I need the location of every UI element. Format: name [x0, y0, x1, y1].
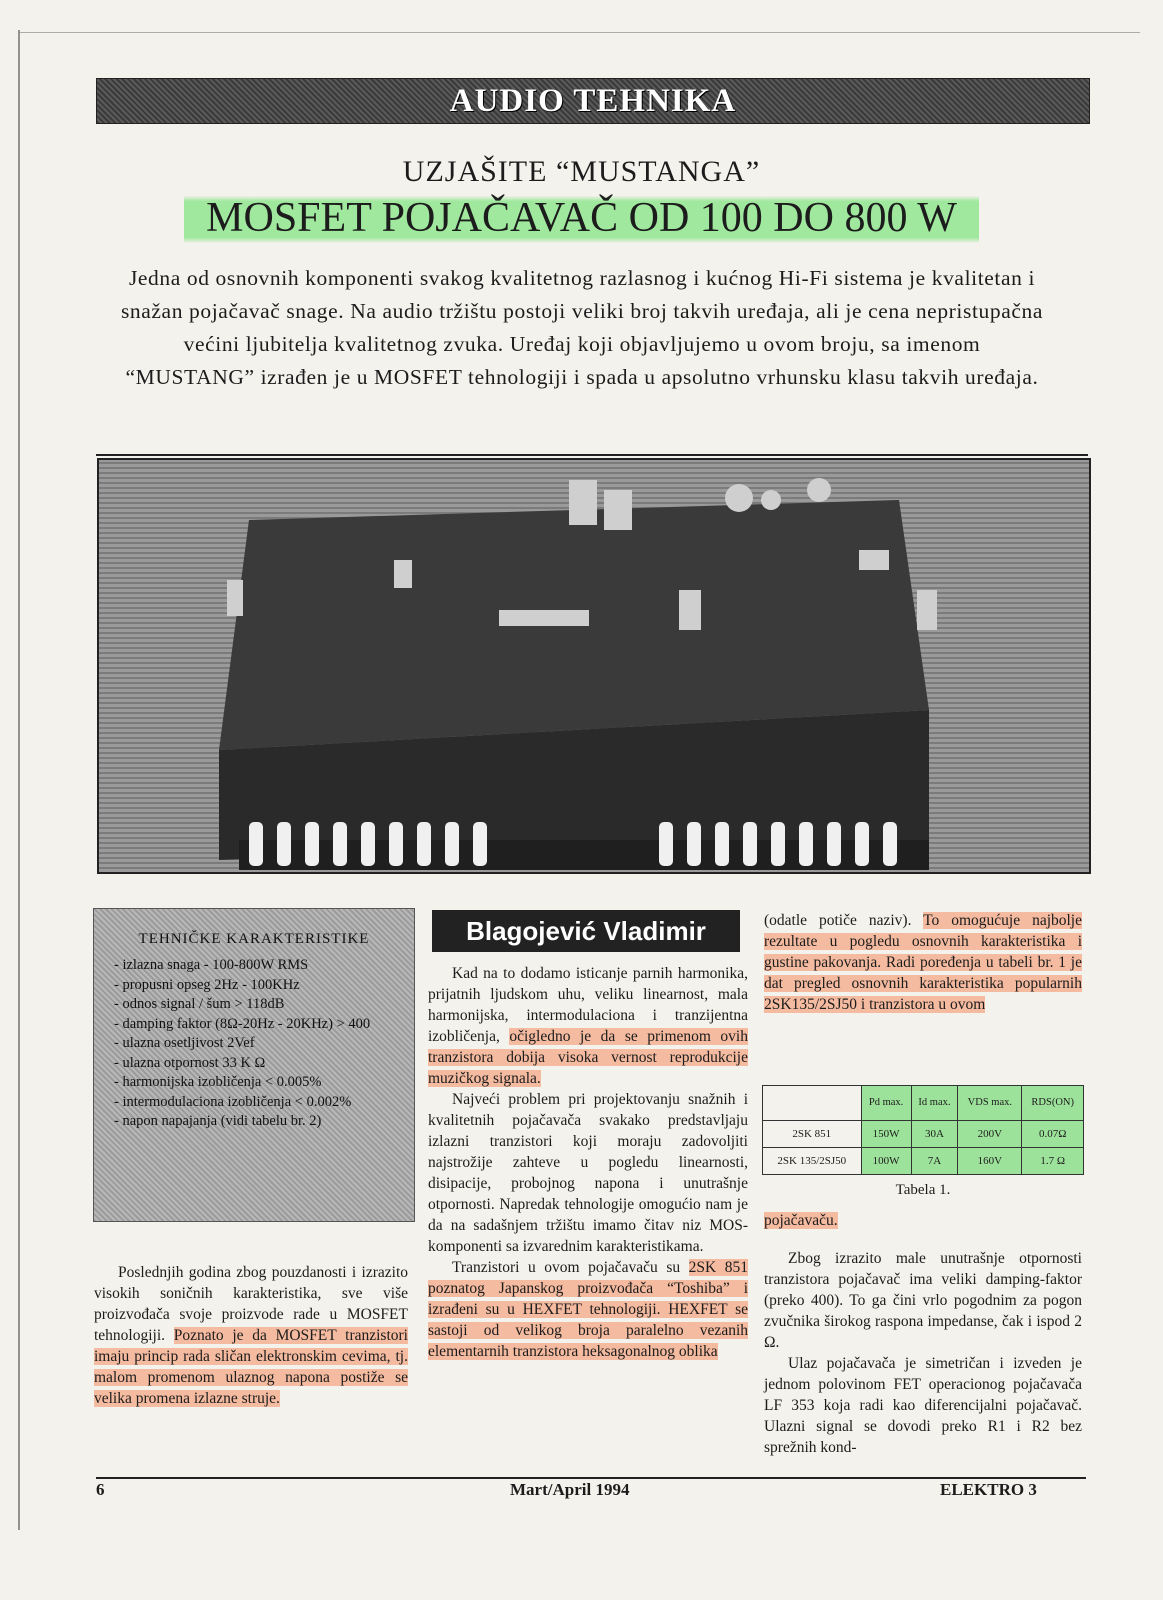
- middle-paragraph: Najveći problem pri projektovanju snažnih i kvalitetnih pojačavača svakako predstavljaju izlazni tranzistori koji moraju zadovoljiti najstrožije zahteve u pogledu linearnosti, disipacije, probojnog napona i unutrašnje otpornosti. Napredak tehnologije omogućio nam je da na sadašnjem tržištu imamo čitav niz MOS-komponenti sa izvarednim karakteristikama.: [428, 1091, 748, 1255]
- specs-title: TEHNIČKE KARAKTERISTIKE: [138, 931, 370, 947]
- kicker: UZJAŠITE “MUSTANGA”: [402, 155, 761, 188]
- right-column-bottom: [764, 1248, 1082, 1458]
- table-header: Id max.: [911, 1086, 958, 1121]
- table-cell: 7A: [911, 1148, 958, 1175]
- spec-item: - harmonijska izobličenja < 0.005%: [114, 1074, 322, 1090]
- middle-text: Kad na to dodamo isticanje parnih harmonika, prijatnih ljudskom uhu, veliku linearnost, mala harmonijska, intermodulaciona i tranzijentna izobličenja,: [428, 965, 748, 1045]
- bottom-rule: [96, 1477, 1086, 1479]
- transistor-table: [762, 1085, 1084, 1175]
- amplifier-board-illustration: [219, 478, 937, 870]
- middle-text: Tranzistori u ovom pojačavaču su: [452, 1259, 689, 1276]
- lead-paragraph: Jedna od osnovnih komponenti svakog kvalitetnog razlasnog i kućnog Hi-Fi sistema je kvalitetan i snažan pojačavač snage. Na audio tržištu postoji veliki broj takvih uređaja, ali je cena nepristupačna većini ljubitelja kvalitetnog zvuka. Uređaj koji objavljujemo u ovom broju, sa imenom “MUSTANG” izrađen je u MOSFET tehnologiji i spada u apsolutno vrhunsku klasu takvih uređaja.: [120, 266, 1044, 389]
- spec-item: - odnos signal / šum > 118dB: [114, 996, 285, 1012]
- spec-item: - intermodulaciona izobličenja < 0.002%: [114, 1093, 352, 1110]
- middle-highlighted-text: očigledno je da se primenom ovih tranzistora dobija visoka vernost reprodukcije muzičkog signala.: [428, 1028, 748, 1087]
- specs-list: [94, 956, 414, 1132]
- right-column-tail: [764, 1210, 1082, 1231]
- left-highlighted-text: Poznato je da MOSFET tranzistori imaju princip rada sličan elektronskim cevima, tj. malom promenom ulaznog napona postiže se velika promena izlazne struje.: [94, 1327, 408, 1407]
- table-cell: 2SK 851: [763, 1121, 862, 1148]
- table-caption: Tabela 1.: [895, 1182, 951, 1198]
- left-text: Poslednjih godina zbog pouzdanosti i izrazito visokih soničnih karakteristika, sve više proizvođača svoje proizvode rade u MOSFET tehnologiji.: [94, 1264, 408, 1344]
- spec-item: - izlazna snaga - 100-800W RMS: [114, 957, 309, 973]
- spec-item: - ulazna otpornost 33 K Ω: [114, 1054, 266, 1071]
- section-banner-label: AUDIO TEHNIKA: [449, 83, 737, 119]
- right-paragraph: Ulaz pojačavača je simetričan i izveden je jednom polovinom FET operacionog pojačavača LF 353 koja radi kao diferencijalni pojačavač. Ulazni signal se dovodi preko R1 i R2 bez sprežnih kond-: [764, 1355, 1082, 1456]
- right-column-top: [764, 910, 1082, 1015]
- left-column: [94, 1262, 408, 1409]
- top-rule: [96, 454, 1088, 456]
- technical-specs-box: [93, 908, 415, 1222]
- amplifier-photo: [97, 458, 1091, 874]
- scan-edge-left: [18, 30, 20, 1530]
- middle-column: [428, 963, 748, 1362]
- section-banner: [96, 78, 1090, 124]
- table-row: [763, 1121, 1084, 1148]
- table-cell: 0.07Ω: [1022, 1121, 1084, 1148]
- right-text: (odatle potiče naziv).: [764, 912, 924, 929]
- table-cell: 160V: [958, 1148, 1022, 1175]
- right-highlighted-text: To omogućuje najbolje rezultate u pogledu osnovnih karakteristika i gustine pakovanja. Radi poređenja u tabeli br. 1 je dat pregled osnovnih karakteristika popularnih 2SK135/2SJ50 i tranzistora u ovom: [764, 912, 1082, 1013]
- issue-date: Mart/April 1994: [510, 1480, 630, 1499]
- headline-container: [0, 190, 1163, 246]
- table-cell: 200V: [958, 1121, 1022, 1148]
- table-row: [763, 1148, 1084, 1175]
- magazine-name: ELEKTRO 3: [940, 1480, 1037, 1499]
- spec-item: - damping faktor (8Ω-20Hz - 20KHz) > 400: [114, 1015, 371, 1032]
- table-header: [763, 1086, 862, 1121]
- table-cell: 150W: [861, 1121, 911, 1148]
- right-highlighted-text: pojačavaču.: [764, 1212, 838, 1229]
- table-cell: 100W: [861, 1148, 911, 1175]
- table-cell: 30A: [911, 1121, 958, 1148]
- headline: MOSFET POJAČAVAČ OD 100 DO 800 W: [184, 190, 979, 246]
- right-paragraph: Zbog izrazito male unutrašnje otpornosti tranzistora pojačavač ima veliki damping-faktor (preko 400). To ga čini vrlo pogodnim za pogon zvučnika širokog raspona impedanse, čak i ispod 2 Ω.: [764, 1250, 1082, 1351]
- scan-edge-top: [20, 32, 1140, 33]
- table-cell: 1.7 Ω: [1022, 1148, 1084, 1175]
- spec-item: - napon napajanja (vidi tabelu br. 2): [114, 1113, 322, 1129]
- table-header-row: [763, 1086, 1084, 1121]
- author-byline: Blagojević Vladimir: [432, 910, 740, 952]
- middle-highlighted-text: 2SK 851 poznatog Japanskog proizvođača “Toshiba” i izrađeni su u HEXFET tehnologiji. HEXFET se sastoji od velikog broja paralelno vezanih elementarnih tranzistora heksagonalnog oblika: [428, 1259, 748, 1360]
- spec-item: - propusni opseg 2Hz - 100KHz: [114, 976, 300, 993]
- page-number: 6: [96, 1480, 105, 1499]
- table-header: VDS max.: [958, 1086, 1022, 1121]
- spec-item: - ulazna osetljivost 2Vef: [114, 1035, 255, 1051]
- table-header: Pd max.: [861, 1086, 911, 1121]
- table-cell: 2SK 135/2SJ50: [763, 1148, 862, 1175]
- table-header: RDS(ON): [1022, 1086, 1084, 1121]
